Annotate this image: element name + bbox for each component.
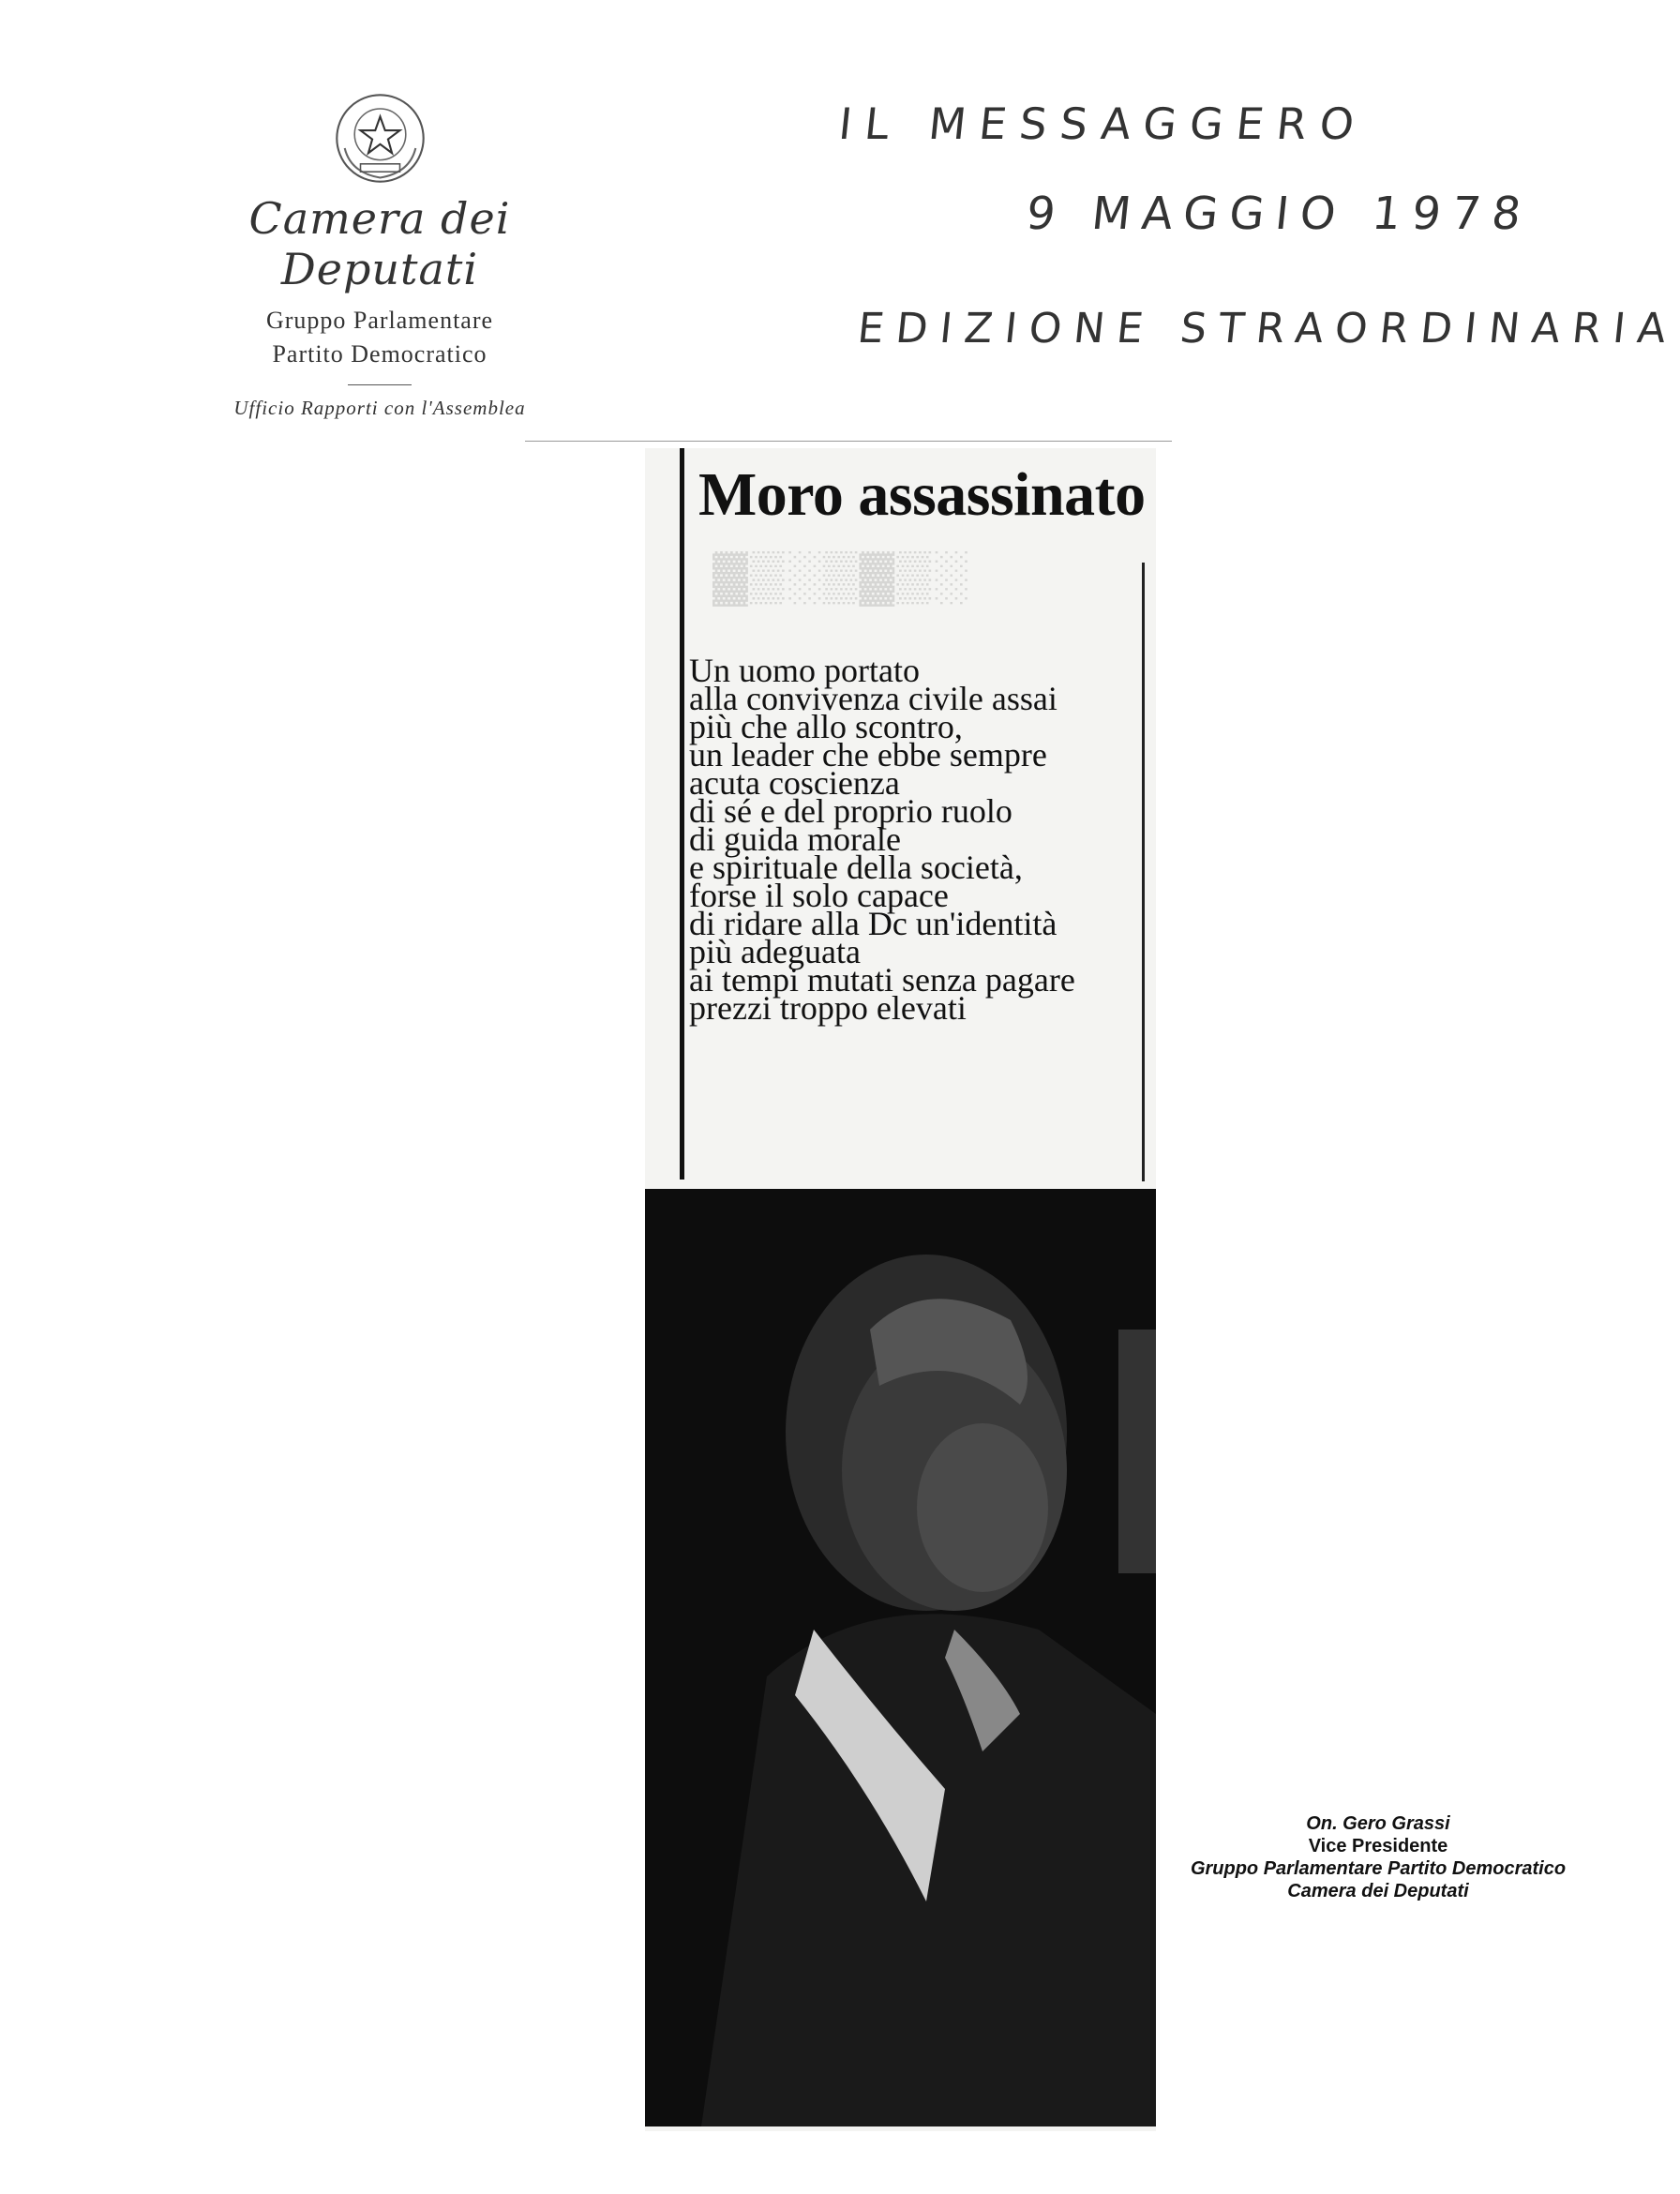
quote-line: Un uomo portato [689, 652, 920, 689]
quote-line: di ridare alla Dc un'identità [689, 905, 1058, 942]
signature-block [1162, 1812, 1594, 1902]
quote-line: acuta coscienza [689, 764, 900, 802]
italian-republic-emblem-icon [331, 89, 429, 188]
clipping-top-edge [525, 441, 1172, 442]
quote-line: prezzi troppo elevati [689, 989, 967, 1027]
letterhead [159, 89, 600, 420]
bleed-through-text: ▓▒░▒▓▒░ [712, 549, 970, 603]
quote-block [689, 652, 1139, 1027]
quote-line: più adeguata [689, 933, 861, 970]
group-line-2: Partito Democratico [272, 340, 488, 368]
quote-line: di guida morale [689, 820, 901, 858]
quote-line: alla convivenza civile assai [689, 680, 1058, 717]
signature-group: Gruppo Parlamentare Partito Democratico [1190, 1858, 1567, 1879]
quote-line: ai tempi mutati senza pagare [689, 961, 1075, 999]
signature-name: On. Gero Grassi [1306, 1813, 1450, 1834]
handwritten-newspaper-name: IL MESSAGGERO [836, 98, 1370, 149]
chamber-name: Camera dei Deputati [248, 193, 511, 294]
signature-chamber: Camera dei Deputati [1287, 1881, 1469, 1901]
quote-line: un leader che ebbe sempre [689, 736, 1047, 774]
quote-line: più che allo scontro, [689, 708, 963, 745]
quote-line: forse il solo capace [689, 877, 949, 914]
portrait-photo-icon [645, 1189, 1156, 2126]
group-line-1: Gruppo Parlamentare [265, 307, 494, 334]
letterhead-divider [348, 384, 412, 385]
portrait-photo [645, 1189, 1156, 2126]
clipping-left-rule [680, 448, 684, 1180]
quote-line: e spirituale della società, [689, 849, 1023, 886]
office-name: Ufficio Rapporti con l'Assemblea [233, 397, 526, 419]
quote-line: di sé e del proprio ruolo [689, 792, 1012, 830]
handwritten-date: 9 MAGGIO 1978 [1024, 188, 1535, 240]
clipping-right-rule [1142, 563, 1145, 1181]
headline: Moro assassinato [698, 460, 1146, 529]
signature-role: Vice Presidente [1308, 1836, 1448, 1856]
handwritten-edition: EDIZIONE STRAORDINARIA [855, 305, 1680, 353]
